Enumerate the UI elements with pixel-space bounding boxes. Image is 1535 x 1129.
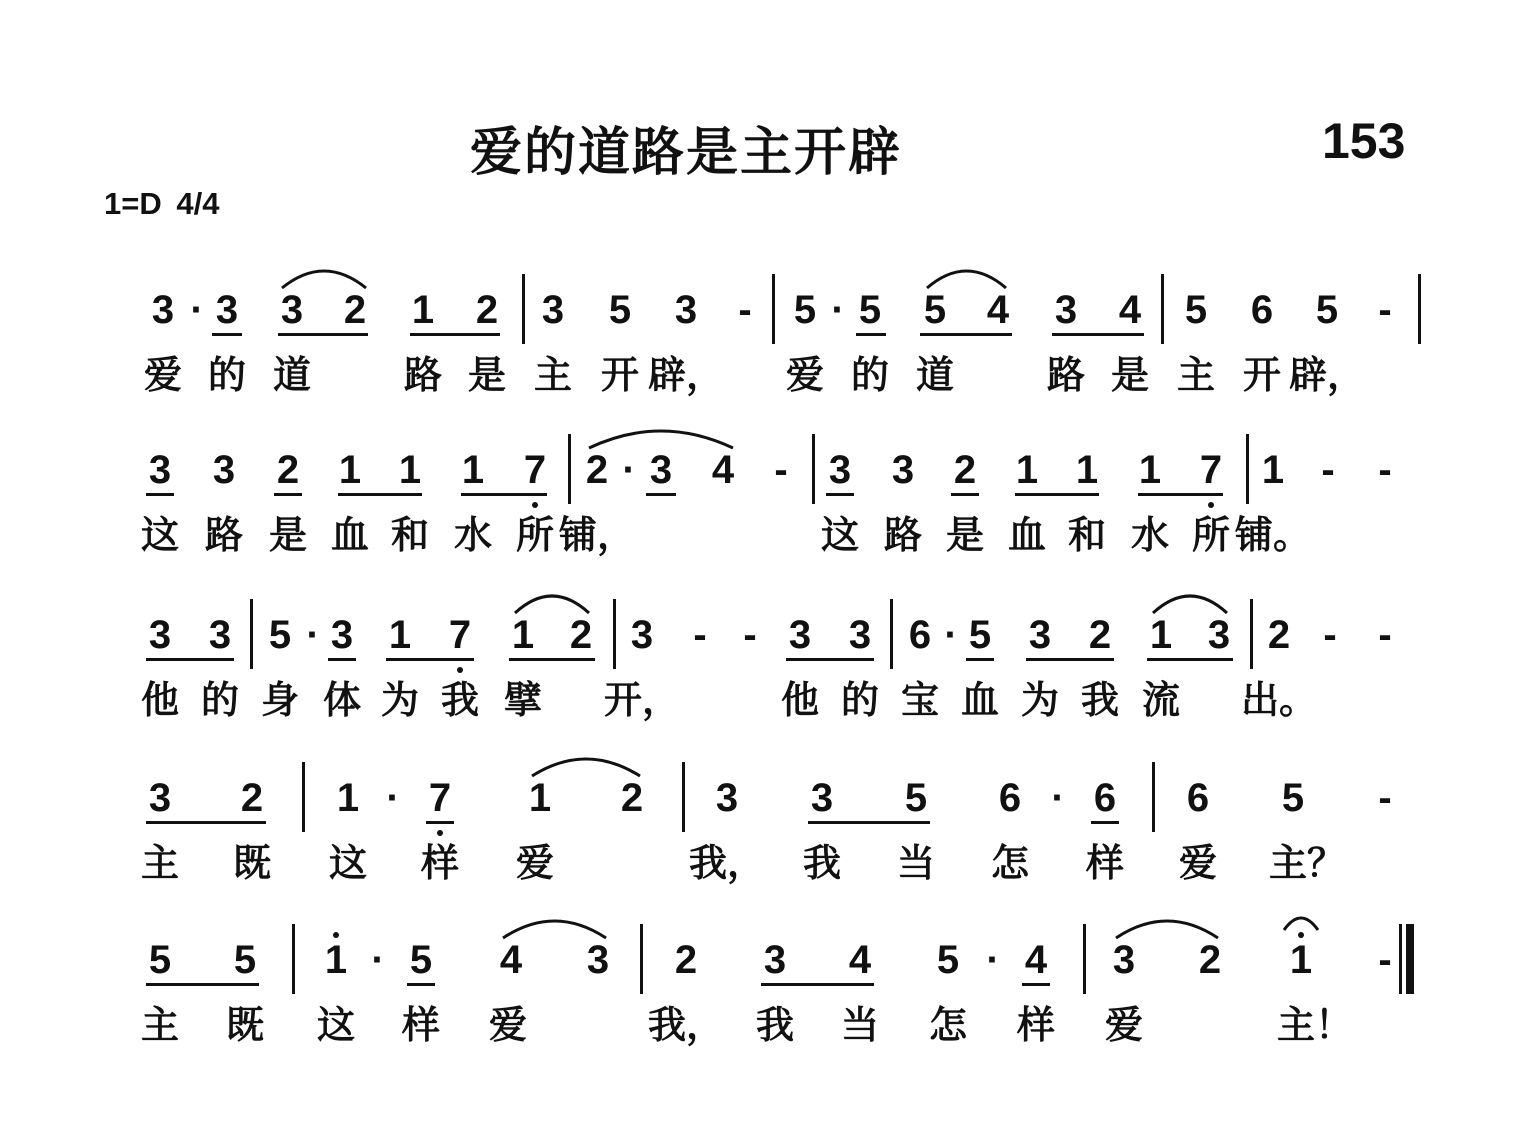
lyric-char: 样 xyxy=(1085,840,1125,885)
note: 2 xyxy=(620,776,644,820)
barline xyxy=(772,274,775,344)
beam-underline xyxy=(761,983,874,986)
barline xyxy=(1418,274,1421,344)
dash-note: - xyxy=(1378,613,1392,657)
lyric-char: 道 xyxy=(915,352,955,397)
beam-underline xyxy=(278,333,368,336)
lyric-char: 的 xyxy=(840,677,880,722)
lyric-char: 我 xyxy=(1080,677,1120,722)
beam-underline xyxy=(786,658,874,661)
note: 6 xyxy=(1093,776,1117,820)
lyric-char: 这 xyxy=(316,1002,356,1047)
note: 1 xyxy=(528,776,552,820)
slur-arc xyxy=(587,424,735,454)
barline xyxy=(292,924,295,994)
note: 5 xyxy=(409,938,433,982)
note: 3 xyxy=(151,288,175,332)
note: 6 xyxy=(1250,288,1274,332)
note: 1 xyxy=(324,938,348,982)
dash-note: - xyxy=(1378,938,1392,982)
note: 3 xyxy=(212,448,236,492)
final-barline-thin xyxy=(1399,924,1402,994)
note: 2 xyxy=(240,776,264,820)
beam-underline xyxy=(146,821,266,824)
lyric-char: 体 xyxy=(322,677,362,722)
beam-underline xyxy=(1015,493,1099,496)
lyric-char: 和 xyxy=(390,512,430,557)
note: 2 xyxy=(475,288,499,332)
beam-underline xyxy=(212,333,242,336)
note: 2 xyxy=(569,613,593,657)
note: 2 xyxy=(1267,613,1291,657)
note: 2 xyxy=(1088,613,1112,657)
beam-underline xyxy=(951,493,979,496)
note: 3 xyxy=(148,613,172,657)
lyric-char: 这 xyxy=(328,840,368,885)
note: 5 xyxy=(1315,288,1339,332)
note: 3 xyxy=(208,613,232,657)
note: 3 xyxy=(828,448,852,492)
note: 1 xyxy=(511,613,535,657)
note: 2 xyxy=(674,938,698,982)
barline xyxy=(1083,924,1086,994)
note: 7 xyxy=(523,448,547,492)
lyric-char: 血 xyxy=(330,512,370,557)
augmentation-dot: · xyxy=(1051,776,1065,820)
lyric-char: 为 xyxy=(1020,677,1060,722)
key-signature: 1=D 4/4 xyxy=(104,186,220,221)
note: 1 xyxy=(1138,448,1162,492)
beam-underline xyxy=(338,493,422,496)
lyric-char: 宝 xyxy=(900,677,940,722)
note: 6 xyxy=(1186,776,1210,820)
slur-arc xyxy=(1114,914,1220,944)
high-octave-dot xyxy=(333,932,339,938)
lyric-char: 的 xyxy=(850,352,890,397)
lyric-char: 既 xyxy=(232,840,272,885)
beam-underline xyxy=(509,658,595,661)
lyric-char: 开， xyxy=(603,677,681,722)
beam-underline xyxy=(426,821,454,824)
low-octave-dot xyxy=(437,830,443,836)
lyric-char: 爱 xyxy=(488,1002,528,1047)
beam-underline xyxy=(407,983,435,986)
lyric-char: 我 xyxy=(755,1002,795,1047)
lyric-char: 血 xyxy=(960,677,1000,722)
low-octave-dot xyxy=(457,667,463,673)
lyric-char: 爱 xyxy=(1178,840,1218,885)
lyric-char: 出。 xyxy=(1240,677,1318,722)
lyric-char: 水 xyxy=(1130,512,1170,557)
beam-underline xyxy=(146,983,259,986)
lyric-char: 水 xyxy=(453,512,493,557)
note: 3 xyxy=(330,613,354,657)
barline xyxy=(250,599,253,669)
lyric-char: 的 xyxy=(200,677,240,722)
lyric-char: 样 xyxy=(401,1002,441,1047)
lyric-char: 怎 xyxy=(990,840,1030,885)
note: 2 xyxy=(1198,938,1222,982)
lyric-char: 爱 xyxy=(143,352,183,397)
note: 4 xyxy=(1024,938,1048,982)
lyric-char: 当 xyxy=(896,840,936,885)
lyric-char: 我， xyxy=(647,1002,725,1047)
lyric-char: 擘 xyxy=(503,677,543,722)
beam-underline xyxy=(1026,658,1114,661)
beam-underline xyxy=(808,821,930,824)
barline xyxy=(1246,434,1249,504)
barline xyxy=(522,274,525,344)
note: 1 xyxy=(388,613,412,657)
barline xyxy=(682,762,685,832)
augmentation-dot: · xyxy=(944,613,958,657)
lyric-char: 爱 xyxy=(1104,1002,1144,1047)
augmentation-dot: · xyxy=(190,288,204,332)
augmentation-dot: · xyxy=(371,938,385,982)
slur-arc xyxy=(280,264,368,294)
barline xyxy=(812,434,815,504)
note: 5 xyxy=(936,938,960,982)
note: 3 xyxy=(1207,613,1231,657)
dash-note: - xyxy=(738,288,752,332)
note: 3 xyxy=(1112,938,1136,982)
note: 3 xyxy=(788,613,812,657)
beam-underline xyxy=(146,493,174,496)
lyric-char: 既 xyxy=(225,1002,265,1047)
beam-underline xyxy=(1091,821,1119,824)
dash-note: - xyxy=(1378,288,1392,332)
low-octave-dot xyxy=(1208,502,1214,508)
note: 3 xyxy=(586,938,610,982)
note: 5 xyxy=(923,288,947,332)
note: 3 xyxy=(715,776,739,820)
barline xyxy=(1152,762,1155,832)
dash-note: - xyxy=(1321,448,1335,492)
barline xyxy=(568,434,571,504)
dash-note: - xyxy=(693,613,707,657)
dash-note: - xyxy=(1378,448,1392,492)
slur-arc xyxy=(530,752,642,782)
note: 5 xyxy=(148,938,172,982)
note: 3 xyxy=(848,613,872,657)
note: 5 xyxy=(793,288,817,332)
lyric-char: 道 xyxy=(272,352,312,397)
beam-underline xyxy=(920,333,1012,336)
note: 1 xyxy=(1261,448,1285,492)
lyric-char: 是 xyxy=(945,512,985,557)
lyric-char: 流 xyxy=(1141,677,1181,722)
low-octave-dot xyxy=(532,502,538,508)
lyric-char: 当 xyxy=(840,1002,880,1047)
dash-note: - xyxy=(774,448,788,492)
note: 5 xyxy=(904,776,928,820)
beam-underline xyxy=(826,493,854,496)
note: 1 xyxy=(1015,448,1039,492)
beam-underline xyxy=(461,493,547,496)
lyric-char: 样 xyxy=(420,840,460,885)
lyric-char: 样 xyxy=(1016,1002,1056,1047)
lyric-char: 怎 xyxy=(928,1002,968,1047)
augmentation-dot: · xyxy=(986,938,1000,982)
barline xyxy=(302,762,305,832)
note: 3 xyxy=(280,288,304,332)
slur-arc xyxy=(1151,589,1229,619)
slur-arc xyxy=(925,264,1008,294)
slur-arc xyxy=(501,914,608,944)
lyric-char: 辟， xyxy=(1288,352,1366,397)
lyric-char: 路 xyxy=(883,512,923,557)
note: 5 xyxy=(1281,776,1305,820)
lyric-char: 开 xyxy=(600,352,640,397)
beam-underline xyxy=(410,333,500,336)
note: 7 xyxy=(1199,448,1223,492)
lyric-char: 开 xyxy=(1242,352,1282,397)
dash-note: - xyxy=(1323,613,1337,657)
lyric-char: 铺， xyxy=(558,512,636,557)
note: 4 xyxy=(499,938,523,982)
lyric-char: 的 xyxy=(207,352,247,397)
note: 1 xyxy=(336,776,360,820)
beam-underline xyxy=(856,333,886,336)
note: 4 xyxy=(711,448,735,492)
note: 7 xyxy=(428,776,452,820)
note: 3 xyxy=(1054,288,1078,332)
beam-underline xyxy=(966,658,994,661)
note: 3 xyxy=(1028,613,1052,657)
note: 4 xyxy=(1118,288,1142,332)
beam-underline xyxy=(274,493,302,496)
fermata-icon xyxy=(1281,910,1321,934)
note: 3 xyxy=(148,448,172,492)
lyric-char: 我 xyxy=(802,840,842,885)
lyric-char: 血 xyxy=(1007,512,1047,557)
lyric-char: 身 xyxy=(260,677,300,722)
note: 3 xyxy=(148,776,172,820)
lyric-char: 爱 xyxy=(515,840,555,885)
lyric-char: 是 xyxy=(268,512,308,557)
note: 1 xyxy=(461,448,485,492)
note: 1 xyxy=(338,448,362,492)
final-barline-thick xyxy=(1406,924,1414,994)
note: 1 xyxy=(1149,613,1173,657)
beam-underline xyxy=(146,658,234,661)
beam-underline xyxy=(1022,983,1050,986)
note: 3 xyxy=(541,288,565,332)
beam-underline xyxy=(386,658,474,661)
lyric-char: 为 xyxy=(380,677,420,722)
note: 1 xyxy=(1075,448,1099,492)
lyric-char: 主 xyxy=(140,1002,180,1047)
lyric-char: 是 xyxy=(1110,352,1150,397)
barline xyxy=(890,599,893,669)
lyric-char: 爱 xyxy=(785,352,825,397)
lyric-char: 主？ xyxy=(1268,840,1346,885)
lyric-char: 路 xyxy=(403,352,443,397)
lyric-char: 我 xyxy=(440,677,480,722)
lyric-char: 是 xyxy=(467,352,507,397)
note: 1 xyxy=(1289,938,1313,982)
lyric-char: 辟， xyxy=(647,352,725,397)
beam-underline xyxy=(328,658,356,661)
note: 2 xyxy=(343,288,367,332)
lyric-char: 这 xyxy=(820,512,860,557)
note: 2 xyxy=(276,448,300,492)
hymn-number: 153 xyxy=(1322,113,1406,169)
note: 3 xyxy=(763,938,787,982)
augmentation-dot: · xyxy=(831,288,845,332)
lyric-char: 主 xyxy=(533,352,573,397)
lyric-char: 主 xyxy=(140,840,180,885)
barline xyxy=(1250,599,1253,669)
note: 2 xyxy=(585,448,609,492)
note: 5 xyxy=(858,288,882,332)
note: 1 xyxy=(411,288,435,332)
note: 3 xyxy=(810,776,834,820)
note: 2 xyxy=(953,448,977,492)
note: 5 xyxy=(233,938,257,982)
lyric-char: 主 xyxy=(1176,352,1216,397)
dash-note: - xyxy=(743,613,757,657)
note: 5 xyxy=(1184,288,1208,332)
note: 5 xyxy=(608,288,632,332)
barline xyxy=(640,924,643,994)
lyric-char: 他 xyxy=(780,677,820,722)
beam-underline xyxy=(1052,333,1144,336)
lyric-char: 他 xyxy=(140,677,180,722)
lyric-char: 主！ xyxy=(1276,1002,1354,1047)
note: 3 xyxy=(891,448,915,492)
augmentation-dot: · xyxy=(622,448,636,492)
note: 5 xyxy=(268,613,292,657)
lyric-char: 路 xyxy=(1046,352,1086,397)
slur-arc xyxy=(513,589,591,619)
note: 3 xyxy=(674,288,698,332)
lyric-char: 这 xyxy=(140,512,180,557)
barline xyxy=(1161,274,1164,344)
lyric-char: 所 xyxy=(515,512,555,557)
note: 3 xyxy=(215,288,239,332)
augmentation-dot: · xyxy=(306,613,320,657)
hymn-title: 爱的道路是主开辟 xyxy=(470,123,903,183)
augmentation-dot: · xyxy=(386,776,400,820)
beam-underline xyxy=(1138,493,1223,496)
note: 3 xyxy=(630,613,654,657)
note: 7 xyxy=(448,613,472,657)
note: 4 xyxy=(848,938,872,982)
barline xyxy=(613,599,616,669)
lyric-char: 和 xyxy=(1067,512,1107,557)
note: 4 xyxy=(986,288,1010,332)
beam-underline xyxy=(646,493,676,496)
note: 6 xyxy=(998,776,1022,820)
note: 3 xyxy=(649,448,673,492)
dash-note: - xyxy=(1378,776,1392,820)
note: 5 xyxy=(968,613,992,657)
beam-underline xyxy=(1147,658,1233,661)
note: 6 xyxy=(908,613,932,657)
lyric-char: 路 xyxy=(204,512,244,557)
note: 1 xyxy=(398,448,422,492)
lyric-char: 铺。 xyxy=(1234,512,1312,557)
lyric-char: 所 xyxy=(1191,512,1231,557)
lyric-char: 我， xyxy=(688,840,766,885)
